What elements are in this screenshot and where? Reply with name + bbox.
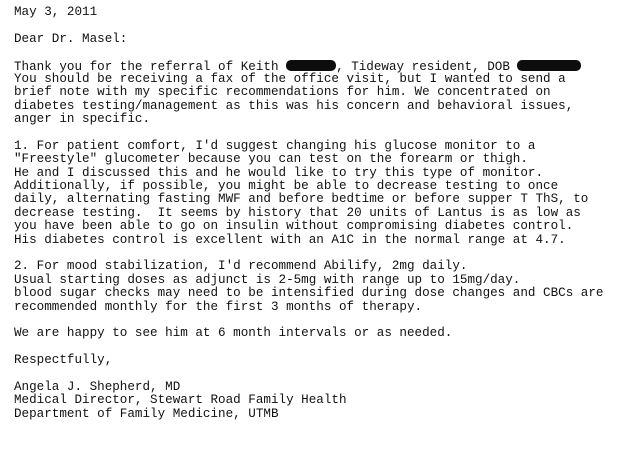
intro-text: , Tideway resident, DOB	[336, 59, 518, 74]
spacer	[14, 247, 639, 260]
spacer	[14, 19, 639, 32]
spacer	[14, 127, 639, 140]
intro-line: brief note with my specific recommendations for him. We concentrated on	[14, 85, 551, 100]
point2-line: blood sugar checks may need to be intensified during dose changes and CBCs are	[14, 286, 604, 301]
signature-title: Medical Director, Stewart Road Family Health	[14, 393, 347, 408]
intro-line: You should be receiving a fax of the office visit, but I wanted to send a	[14, 71, 566, 86]
intro-line: diabetes testing/management as this was his concern and behavioral issues,	[14, 98, 574, 113]
letter-date: May 3, 2011	[14, 5, 98, 19]
closing-note: We are happy to see him at 6 month intervals or as needed.	[14, 326, 453, 341]
spacer	[14, 368, 639, 381]
point2-line: 2. For mood stabilization, I'd recommend Abilify, 2mg daily.	[14, 259, 468, 274]
point1-line: "Freestyle" glucometer because you can test on the forearm or thigh.	[14, 152, 528, 167]
signature-name: Angela J. Shepherd, MD	[14, 379, 181, 394]
point1-line: Additionally, if possible, you might be able to decrease testing to once	[14, 179, 559, 194]
salutation: Dear Dr. Masel:	[14, 31, 128, 46]
signature-department: Department of Family Medicine, UTMB	[14, 406, 279, 421]
point1-line: His diabetes control is excellent with an A1C in the normal range at 4.7.	[14, 232, 566, 247]
spacer	[14, 314, 639, 327]
point1-line: He and I discussed this and he would like to try this type of monitor.	[14, 165, 544, 180]
point2-line: Usual starting doses as adjunct is 2-5mg with range up to 15mg/day.	[14, 272, 521, 287]
point1-line: daily, alternating fasting MWF and before bedtime or before supper T ThS, to	[14, 192, 589, 207]
intro-line: anger in specific.	[14, 112, 151, 127]
spacer	[14, 341, 639, 354]
letter-body	[14, 6, 639, 421]
point1-line: you have been able to go on insulin without compromising diabetes control.	[14, 219, 574, 234]
point2-line: recommended monthly for the first 3 months of therapy.	[14, 299, 423, 314]
intro-text: Thank you for the referral of Keith	[14, 59, 287, 74]
redacted-name-block	[286, 60, 336, 71]
point1-line: 1. For patient comfort, I'd suggest changing his glucose monitor to a	[14, 138, 536, 153]
spacer	[14, 46, 639, 59]
point1-line: decrease testing. It seems by history that 20 units of Lantus is as low as	[14, 205, 581, 220]
intro-line	[14, 60, 639, 73]
signoff: Respectfully,	[14, 353, 113, 368]
redacted-dob-block	[517, 60, 581, 71]
